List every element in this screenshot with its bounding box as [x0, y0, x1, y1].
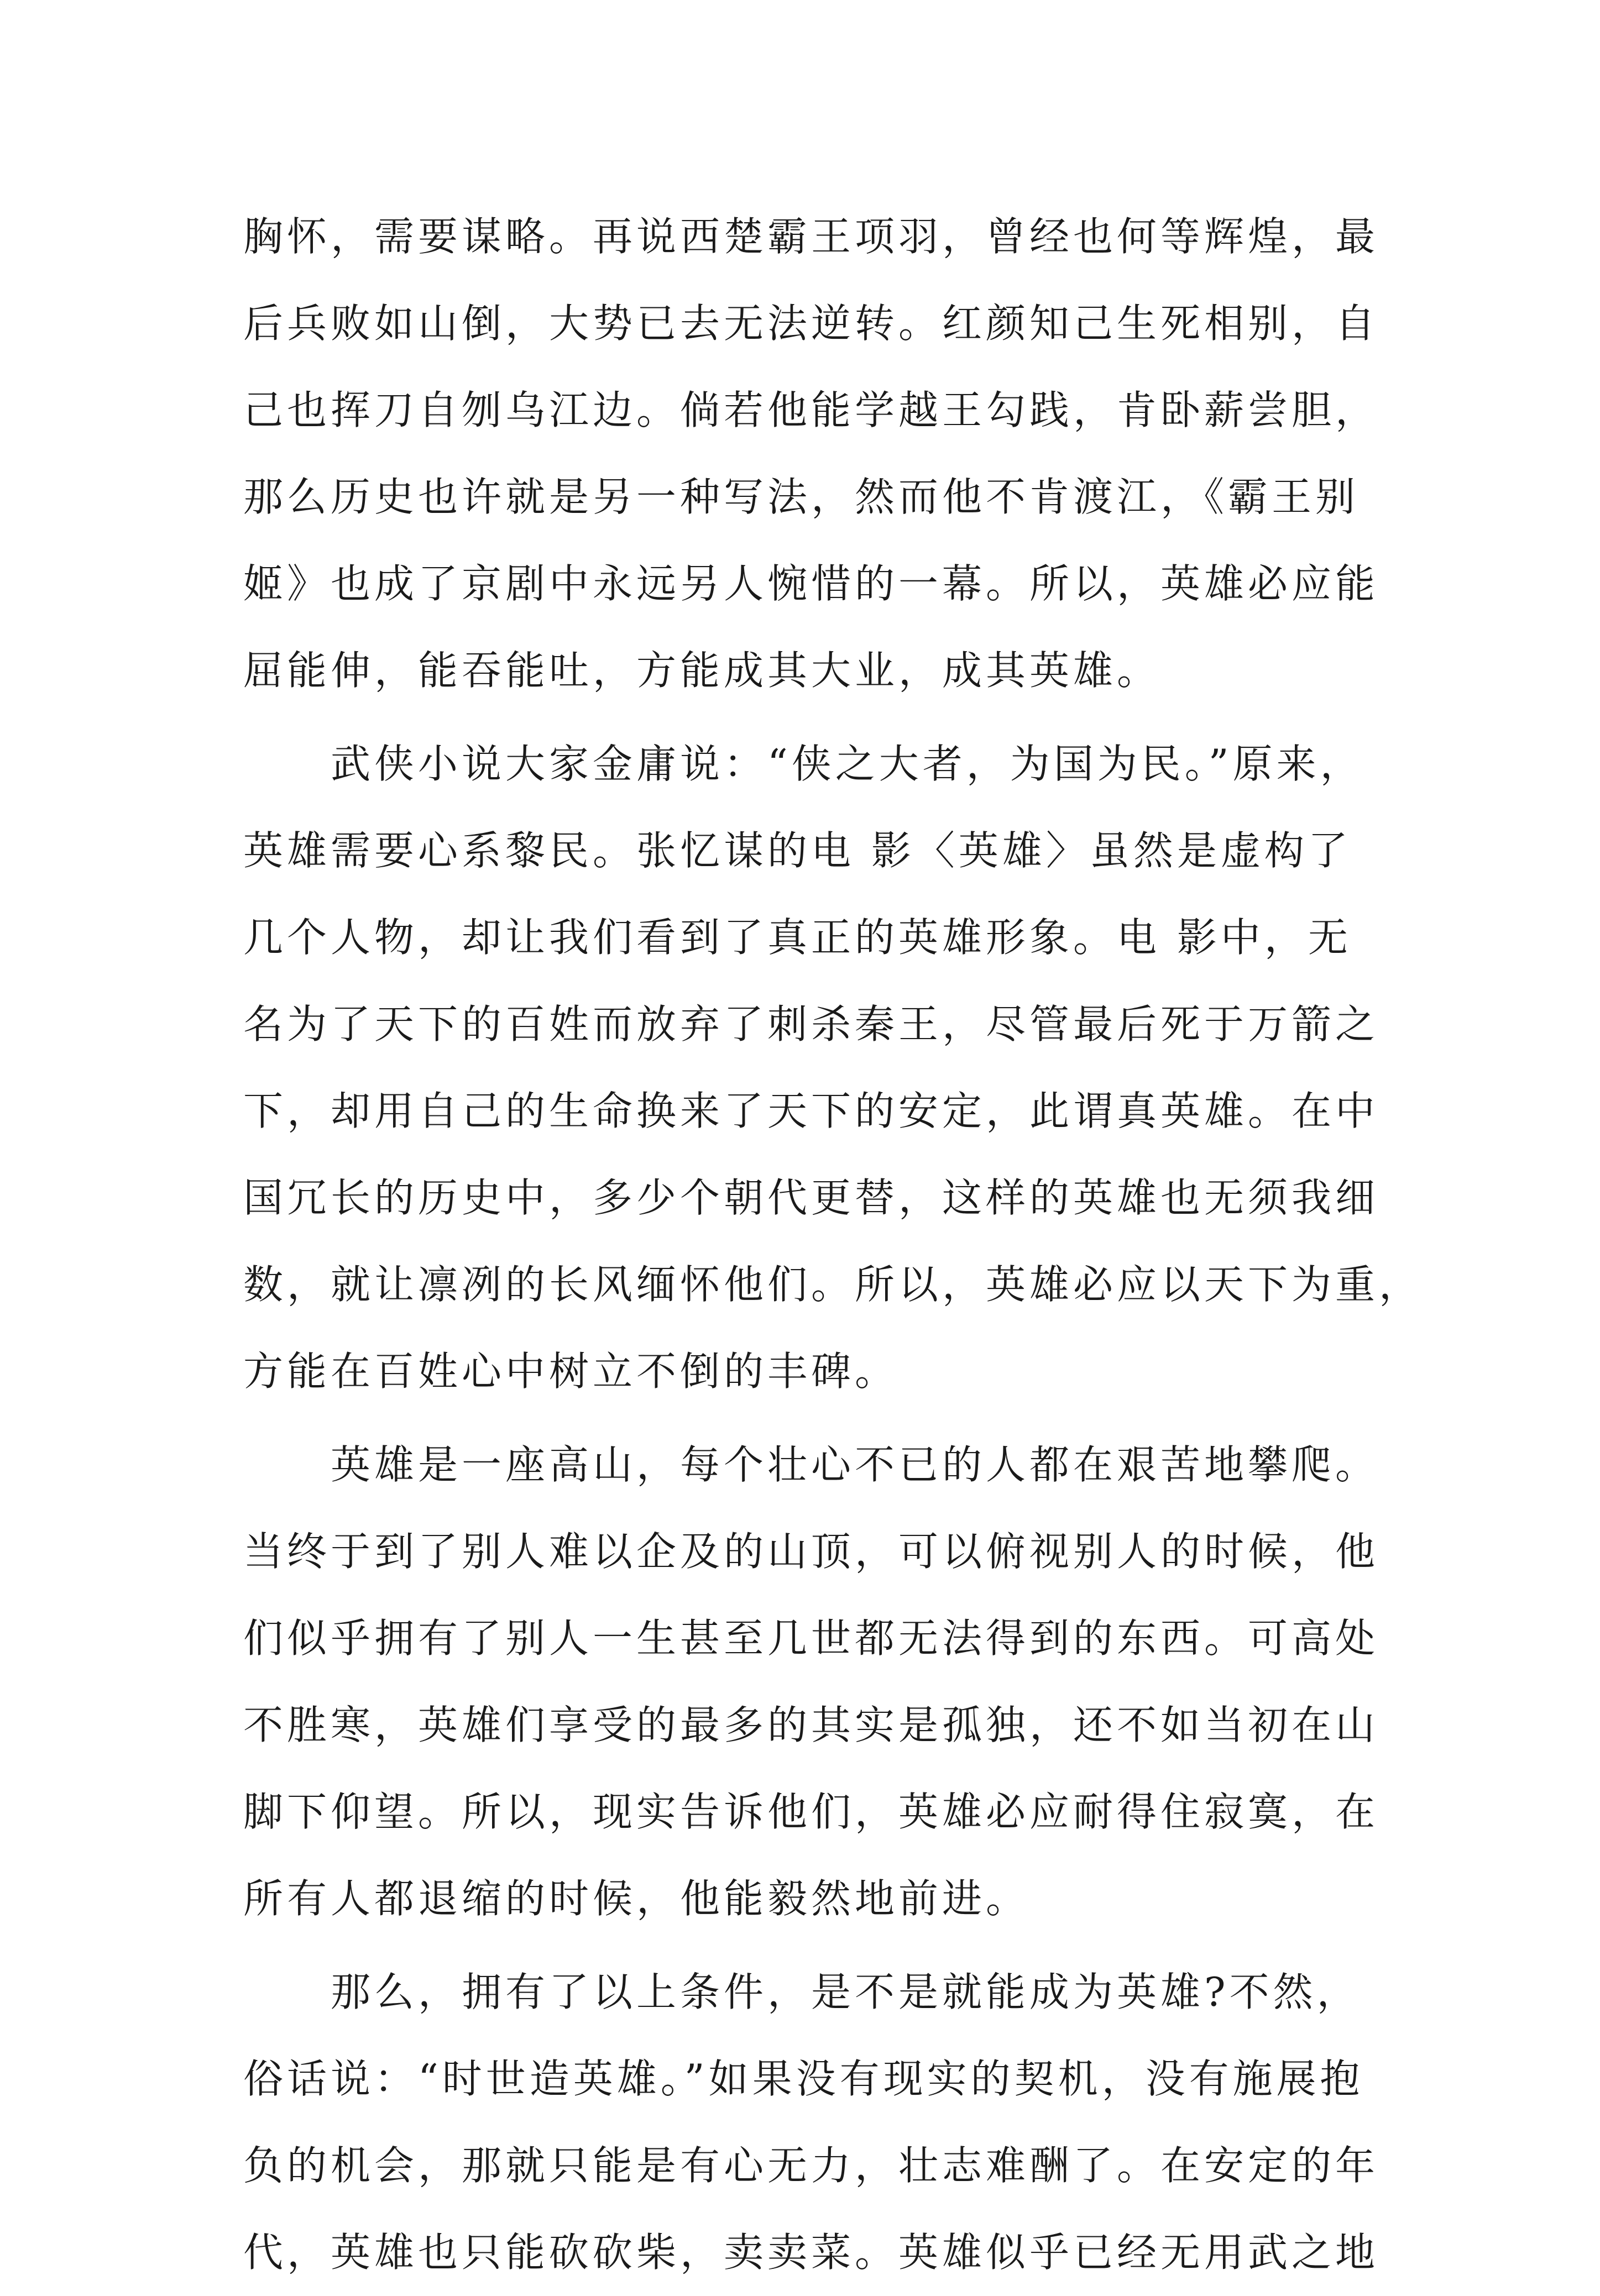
paragraph — [243, 1949, 1379, 2296]
text-line: 下，却用自己的生命换来了天下的安定，此谓真英雄。在中 — [243, 1088, 1379, 1134]
text-line: 所有人都退缩的时候，他能毅然地前进。 — [243, 1875, 1030, 1922]
text-line: 屈能伸，能吞能吐，方能成其大业，成其英雄。 — [243, 647, 1161, 694]
text-line: 几个人物，却让我们看到了真正的英雄形象。电 影中，无 — [243, 914, 1352, 961]
essay-body — [243, 193, 1423, 2296]
text-line: 英雄需要心系黎民。张忆谋的电 影〈英雄〉虽然是虚构了 — [243, 827, 1352, 874]
text-line: 脚下仰望。所以，现实告诉他们，英雄必应耐得住寂寞，在 — [243, 1789, 1379, 1835]
text-line: 英雄是一座高山，每个壮心不已的人都在艰苦地攀爬。 — [243, 1441, 1379, 1488]
text-line: 己也挥刀自刎乌江边。倘若他能学越王勾践，肯卧薪尝胆， — [243, 387, 1379, 433]
text-line: 们似乎拥有了别人一生甚至几世都无法得到的东西。可高处 — [243, 1615, 1379, 1661]
text-line: 国冗长的历史中，多少个朝代更替，这样的英雄也无须我细 — [243, 1175, 1379, 1221]
text-line: 方能在百姓心中树立不倒的丰碑。 — [243, 1348, 899, 1395]
text-line: 后兵败如山倒，大势已去无法逆转。红颜知己生死相别，自 — [243, 300, 1379, 347]
text-line: 不胜寒，英雄们享受的最多的其实是孤独，还不如当初在山 — [243, 1702, 1379, 1748]
text-line: 俗话说：“时世造英雄。”如果没有现实的契机，没有施展抱 — [243, 2056, 1364, 2102]
text-line: 负的机会，那就只能是有心无力，壮志难酬了。在安定的年 — [243, 2142, 1379, 2189]
paragraph — [243, 193, 1379, 714]
paragraph — [243, 1422, 1379, 1942]
text-line: 数，就让凛冽的长风缅怀他们。所以，英雄必应以天下为重， — [243, 1261, 1423, 1308]
text-line: 姬》也成了京剧中永远另人惋惜的一幕。所以，英雄必应能 — [243, 560, 1379, 607]
text-line: 名为了天下的百姓而放弃了刺杀秦王，尽管最后死于万箭之 — [243, 1001, 1379, 1047]
text-line: 武侠小说大家金庸说：“侠之大者，为国为民。”原来， — [243, 741, 1364, 787]
paragraph-gap — [243, 714, 1366, 721]
paragraph-gap — [243, 1415, 1366, 1422]
paragraph-gap — [243, 1942, 1366, 1949]
text-line: 那么，拥有了以上条件，是不是就能成为英雄?不然， — [243, 1969, 1361, 2015]
text-line: 当终于到了别人难以企及的山顶，可以俯视别人的时候，他 — [243, 1528, 1379, 1575]
text-line: 代，英雄也只能砍砍柴，卖卖菜。英雄似乎已经无用武之地 — [243, 2229, 1379, 2276]
text-line: 那么历史也许就是另一种写法，然而他不肯渡江，《霸王别 — [243, 474, 1360, 520]
paragraph — [243, 721, 1423, 1415]
text-line: 胸怀，需要谋略。再说西楚霸王项羽，曾经也何等辉煌，最 — [243, 213, 1379, 260]
